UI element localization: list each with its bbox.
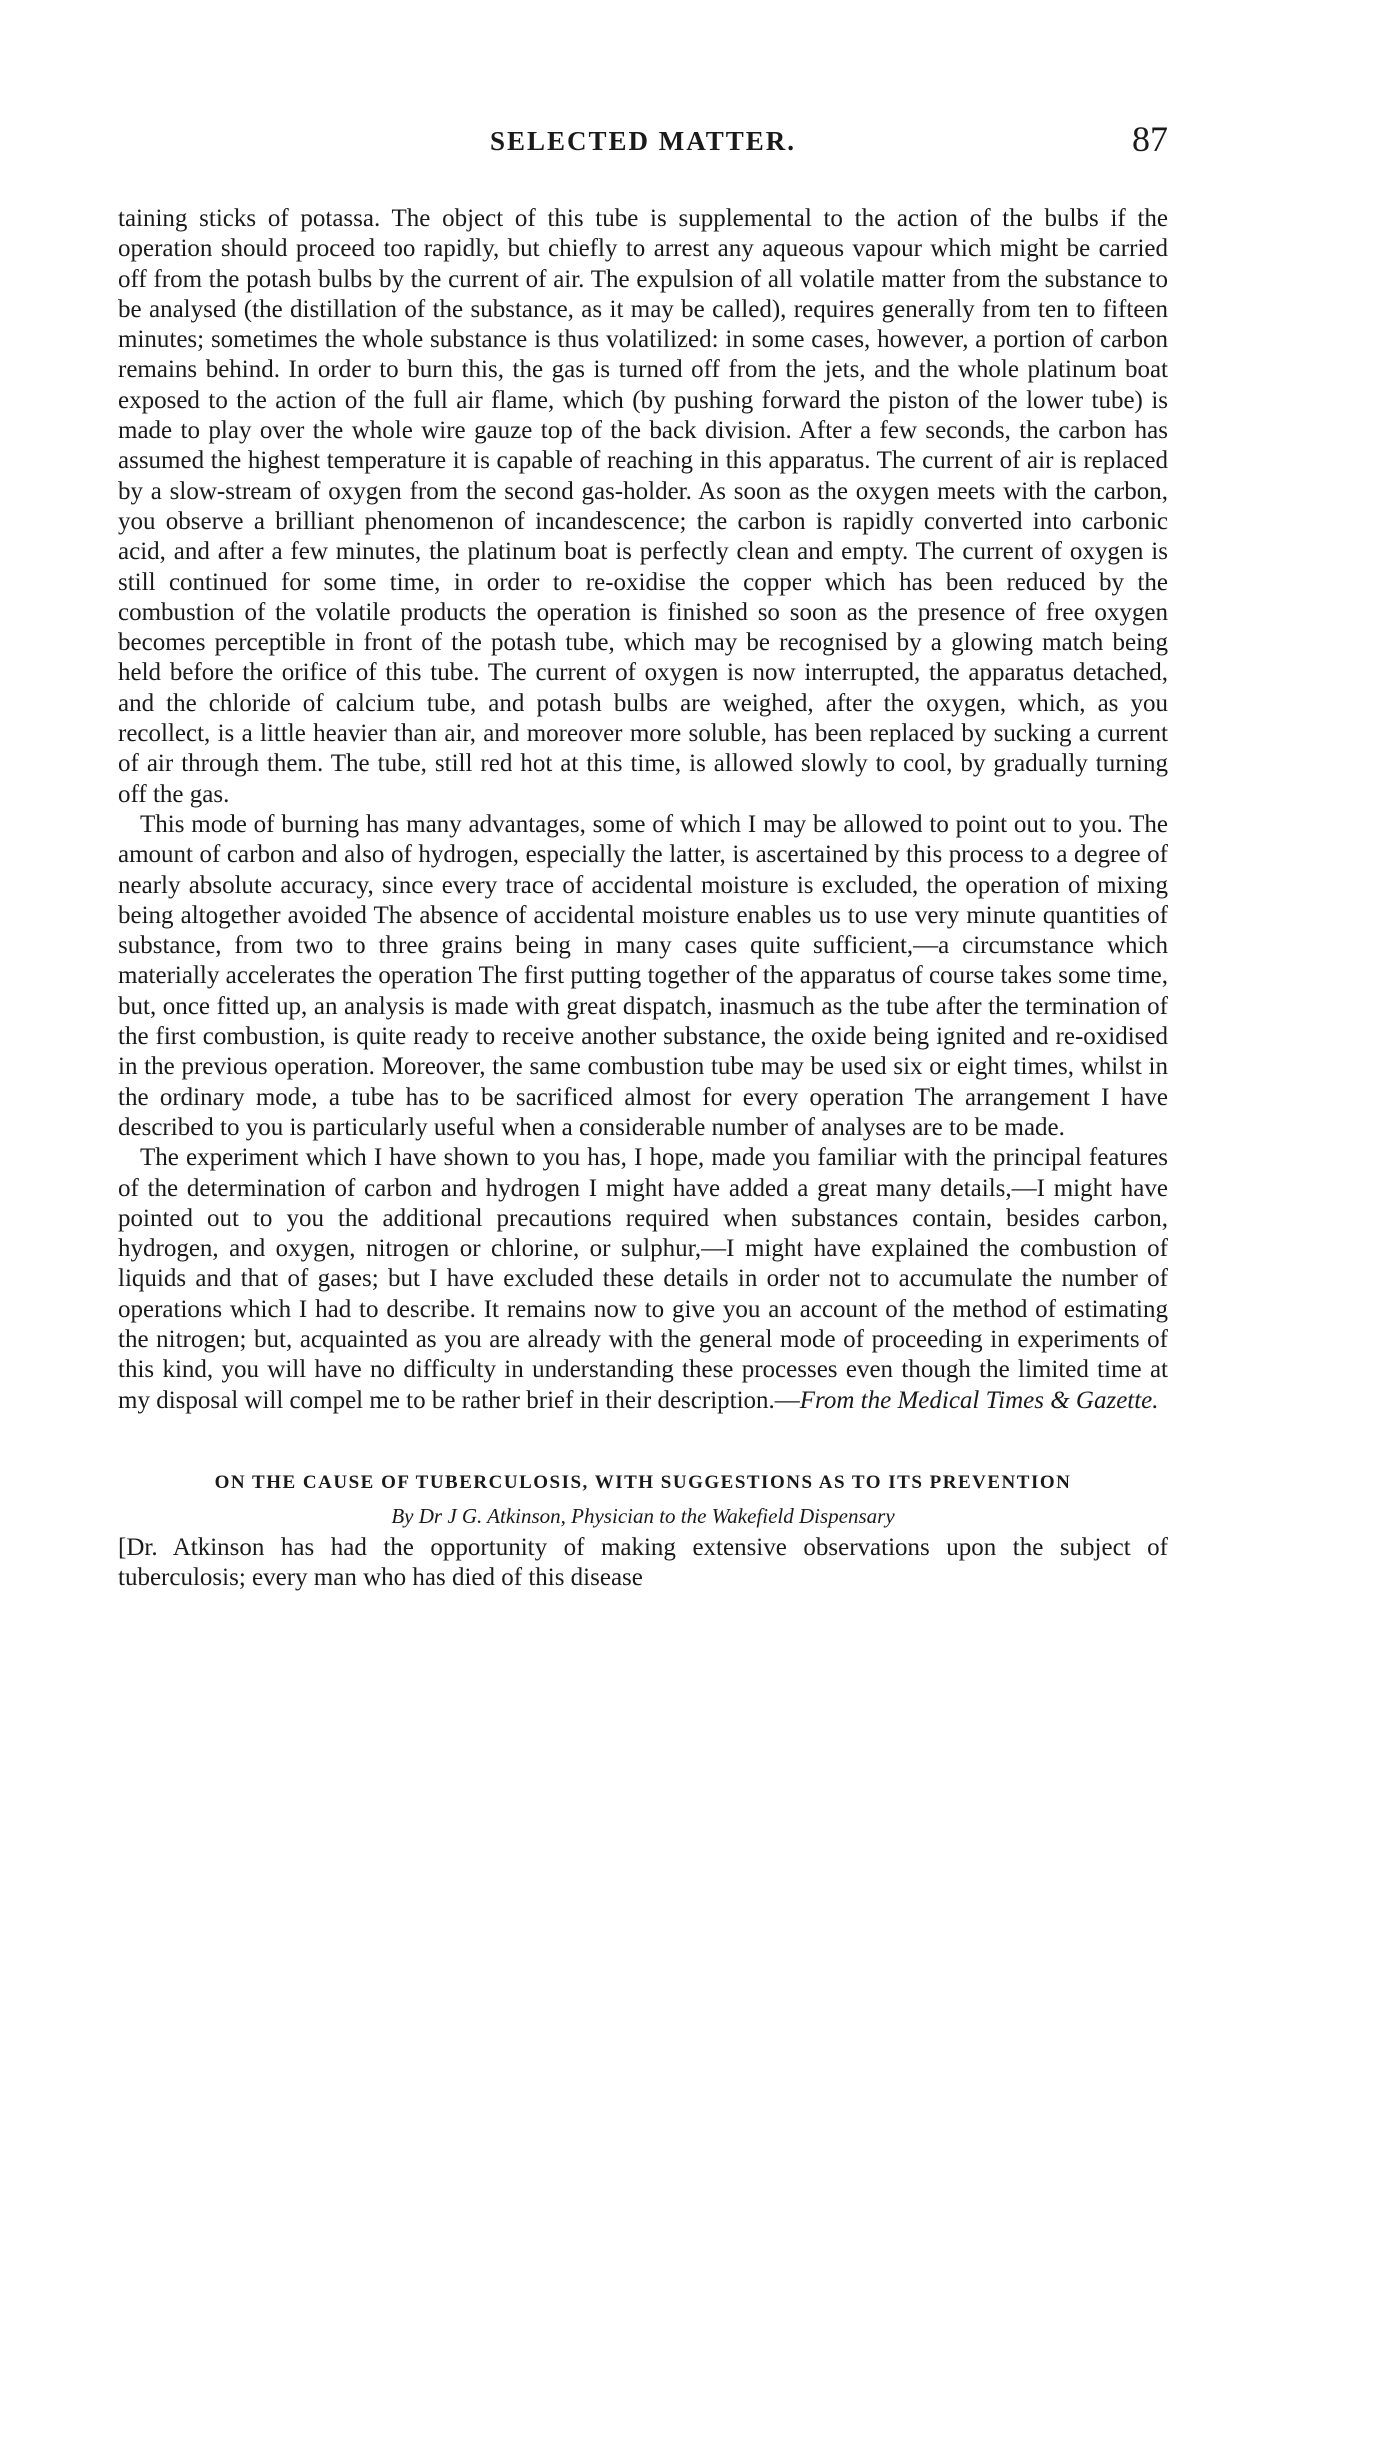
paragraph-advantages: This mode of burning has many advantages, some of which I may be allowed to point out to you. The amount of carbon and also of hydrogen, especially the latter, is ascertained by this process to a degree of nearly absolute accuracy, since every trace of accidental moisture is excluded, the operation of mixing being altogether avoided The absence of accidental moisture enables us to use very minute quantities of substance, from two to three grains being in many cases quite sufficient,—a circumstance which materially accelerates the operation The first putting together of the apparatus of course takes some time, but, once fitted up, an analysis is made with great dispatch, inasmuch as the tube after the termination of the first combustion, is quite ready to receive another substance, the oxide being ignited and re-oxidised in the previous operation. Moreover, the same combustion tube may be used six or eight times, whilst in the ordinary mode, a tube has to be sacrificed almost for every operation The arrangement I have described to you is particularly useful when a considerable number of analyses are to be made. <box>118 810 1168 1141</box>
paragraph-continued: taining sticks of potassa. The object of this tube is supplemental to the action of the bulbs if the operation should proceed too rapidly, but chiefly to arrest any aqueous vapour which might be carried off from the potash bulbs by the current of air. The expulsion of all volatile matter from the substance to be analysed (the distillation of the substance, as it may be called), requires generally from ten to fifteen minutes; sometimes the whole substance is thus volatilized: in some cases, however, a portion of carbon remains behind. In order to burn this, the gas is turned off from the jets, and the whole platinum boat exposed to the action of the full air flame, which (by pushing forward the piston of the lower tube) is made to play over the whole wire gauze top of the back division. After a few seconds, the carbon has assumed the highest temperature it is capable of reaching in this apparatus. The current of air is replaced by a slow-stream of oxygen from the second gas-holder. As soon as the oxygen meets with the carbon, you observe a brilliant phenomenon of incandescence; the carbon is rapidly converted into carbonic acid, and after a few minutes, the platinum boat is perfectly clean and empty. The current of oxygen is still continued for some time, in order to re-oxidise the copper which has been reduced by the combustion of the volatile products the operation is finished so soon as the presence of free oxygen becomes perceptible in front of the potash tube, which may be recognised by a glowing match being held before the orifice of this tube. The current of oxygen is now interrupted, the apparatus detached, and the chloride of calcium tube, and potash bulbs are weighed, after the oxygen, which, as you recollect, is a little heavier than air, and moreover more soluble, has been replaced by sucking a current of air through them. The tube, still red hot at this time, is allowed slowly to cool, by gradually turning off the gas. <box>118 205 1168 808</box>
article-title: ON THE CAUSE OF TUBERCULOSIS, WITH SUGGESTIONS AS TO ITS PREVENTION <box>214 1471 1072 1493</box>
article-opening-paragraph: [Dr. Atkinson has had the opportunity of making extensive observations upon the subject of tuberculosis; every man who has died of this disease <box>118 1533 1168 1592</box>
paragraph-summary <box>118 1143 1168 1416</box>
paragraph-summary-text: The experiment which I have shown to you has, I hope, made you familiar with the principal features of the determination of carbon and hydrogen I might have added a great many details,—I might have pointed out to you the additional precautions required when substances contain, besides carbon, hydrogen, and oxygen, nitrogen or chlorine, or sulphur,—I might have explained the combustion of liquids and that of gases; but I have excluded these details in order not to accumulate the number of operations which I had to describe. It remains now to give you an account of the method of estimating the nitrogen; but, acquainted as you are already with the general mode of proceeding in experiments of this kind, you will have no difficulty in understanding these processes even though the limited time at my disposal will compel me to be rather brief in their description.— <box>118 1144 1168 1414</box>
source-citation: From the Medical Times & Gazette. <box>799 1386 1159 1414</box>
page-number: 87 <box>1132 119 1168 159</box>
running-title: SELECTED MATTER. <box>489 126 797 156</box>
text-block <box>118 204 1168 1593</box>
running-head <box>118 119 1168 174</box>
article-byline: By Dr J G. Atkinson, Physician to the Wakefield Dispensary <box>391 1503 895 1528</box>
